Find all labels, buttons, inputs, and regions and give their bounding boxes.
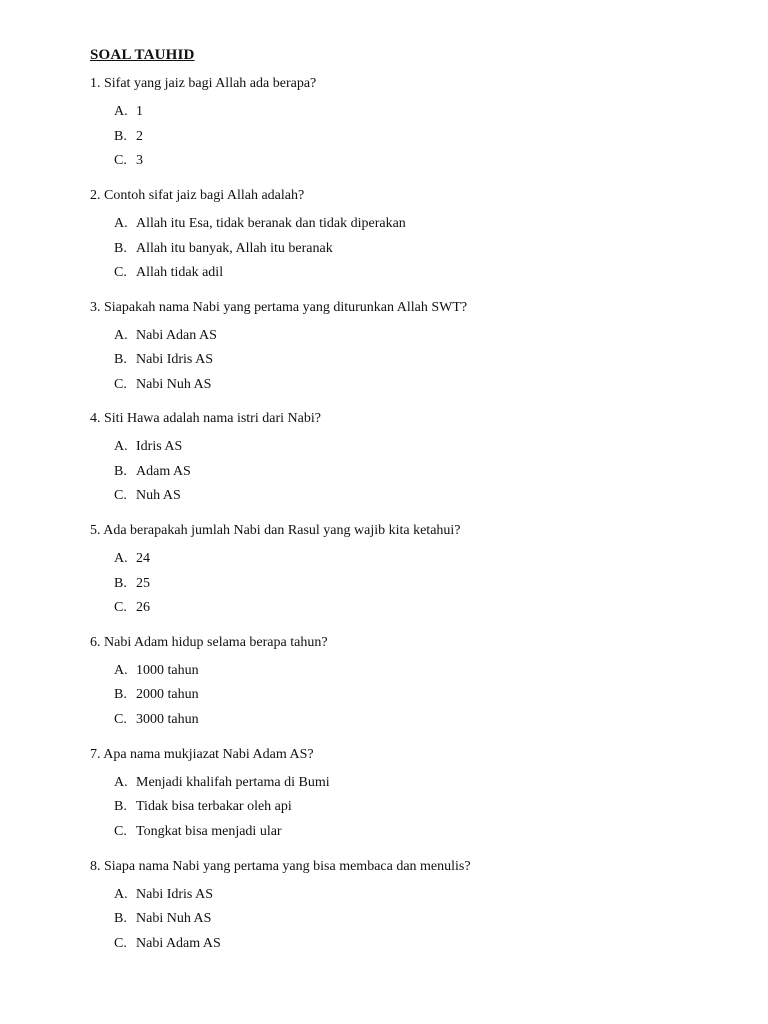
option-1b: [114, 129, 143, 145]
option-3b: [114, 352, 213, 368]
option-text: 25: [136, 576, 150, 591]
option-text: Allah itu Esa, tidak beranak dan tidak diperakan: [136, 216, 406, 231]
option-text: Nabi Nuh AS: [136, 911, 212, 926]
question-6: [90, 635, 328, 651]
option-letter: A.: [114, 551, 128, 566]
option-2b: [114, 241, 333, 257]
option-text: Adam AS: [136, 464, 191, 479]
question-number: 1.: [90, 76, 101, 91]
question-number: 7.: [90, 747, 101, 762]
option-7c: [114, 824, 282, 840]
option-8a: [114, 887, 213, 903]
option-letter: C.: [114, 153, 127, 168]
question-5: [90, 523, 461, 539]
question-text: Siapa nama Nabi yang pertama yang bisa membaca dan menulis?: [104, 859, 471, 874]
option-text: Tidak bisa terbakar oleh api: [136, 799, 292, 814]
option-text: 1: [136, 104, 143, 119]
option-letter: C.: [114, 712, 127, 727]
option-3a: [114, 328, 217, 344]
option-letter: B.: [114, 576, 127, 591]
option-text: Nuh AS: [136, 488, 181, 503]
option-letter: C.: [114, 600, 127, 615]
option-letter: A.: [114, 328, 128, 343]
question-number: 2.: [90, 188, 101, 203]
option-text: 2000 tahun: [136, 687, 199, 702]
option-letter: C.: [114, 377, 127, 392]
option-letter: B.: [114, 241, 127, 256]
option-letter: C.: [114, 488, 127, 503]
option-5b: [114, 576, 150, 592]
question-7: [90, 747, 314, 763]
option-text: Nabi Idris AS: [136, 352, 213, 367]
option-text: Allah itu banyak, Allah itu beranak: [136, 241, 333, 256]
option-5c: [114, 600, 150, 616]
option-2c: [114, 265, 223, 281]
option-6b: [114, 687, 199, 703]
question-text: Apa nama mukjiazat Nabi Adam AS?: [103, 747, 314, 762]
option-letter: A.: [114, 439, 128, 454]
option-text: Tongkat bisa menjadi ular: [136, 824, 282, 839]
option-1c: [114, 153, 143, 169]
option-7b: [114, 799, 292, 815]
page-title: SOAL TAUHID: [90, 47, 195, 63]
option-letter: B.: [114, 911, 127, 926]
question-text: Nabi Adam hidup selama berapa tahun?: [104, 635, 328, 650]
question-text: Contoh sifat jaiz bagi Allah adalah?: [104, 188, 305, 203]
option-4c: [114, 488, 181, 504]
question-4: [90, 411, 321, 427]
question-2: [90, 188, 304, 204]
option-6c: [114, 712, 199, 728]
option-text: 1000 tahun: [136, 663, 199, 678]
question-1: [90, 76, 316, 92]
option-letter: C.: [114, 824, 127, 839]
option-letter: B.: [114, 799, 127, 814]
option-text: 3000 tahun: [136, 712, 199, 727]
question-number: 6.: [90, 635, 101, 650]
option-letter: A.: [114, 887, 128, 902]
option-8c: [114, 936, 221, 952]
option-letter: A.: [114, 216, 128, 231]
question-number: 3.: [90, 300, 101, 315]
option-text: Menjadi khalifah pertama di Bumi: [136, 775, 330, 790]
question-text: Ada berapakah jumlah Nabi dan Rasul yang wajib kita ketahui?: [103, 523, 461, 538]
option-4b: [114, 464, 191, 480]
option-8b: [114, 911, 211, 927]
question-text: Sifat yang jaiz bagi Allah ada berapa?: [104, 76, 317, 91]
option-text: Allah tidak adil: [136, 265, 224, 280]
option-letter: B.: [114, 687, 127, 702]
option-text: Nabi Adam AS: [136, 936, 221, 951]
question-number: 5.: [90, 523, 101, 538]
option-text: 24: [136, 551, 150, 566]
option-3c: [114, 377, 211, 393]
option-text: 26: [136, 600, 150, 615]
question-text: Siapakah nama Nabi yang pertama yang diturunkan Allah SWT?: [104, 300, 468, 315]
option-letter: B.: [114, 464, 127, 479]
option-1a: [114, 104, 143, 120]
option-text: Nabi Adan AS: [136, 328, 217, 343]
question-text: Siti Hawa adalah nama istri dari Nabi?: [104, 411, 321, 426]
option-2a: [114, 216, 406, 232]
option-letter: B.: [114, 129, 127, 144]
question-3: [90, 300, 467, 316]
option-text: Idris AS: [136, 439, 183, 454]
option-text: Nabi Nuh AS: [136, 377, 212, 392]
option-4a: [114, 439, 182, 455]
option-letter: C.: [114, 265, 127, 280]
option-letter: A.: [114, 663, 128, 678]
question-number: 8.: [90, 859, 101, 874]
question-8: [90, 859, 471, 875]
option-text: Nabi Idris AS: [136, 887, 213, 902]
option-text: 2: [136, 129, 143, 144]
question-number: 4.: [90, 411, 101, 426]
option-6a: [114, 663, 199, 679]
option-letter: A.: [114, 775, 128, 790]
option-7a: [114, 775, 330, 791]
option-5a: [114, 551, 150, 567]
option-letter: B.: [114, 352, 127, 367]
option-letter: A.: [114, 104, 128, 119]
option-text: 3: [136, 153, 143, 168]
option-letter: C.: [114, 936, 127, 951]
